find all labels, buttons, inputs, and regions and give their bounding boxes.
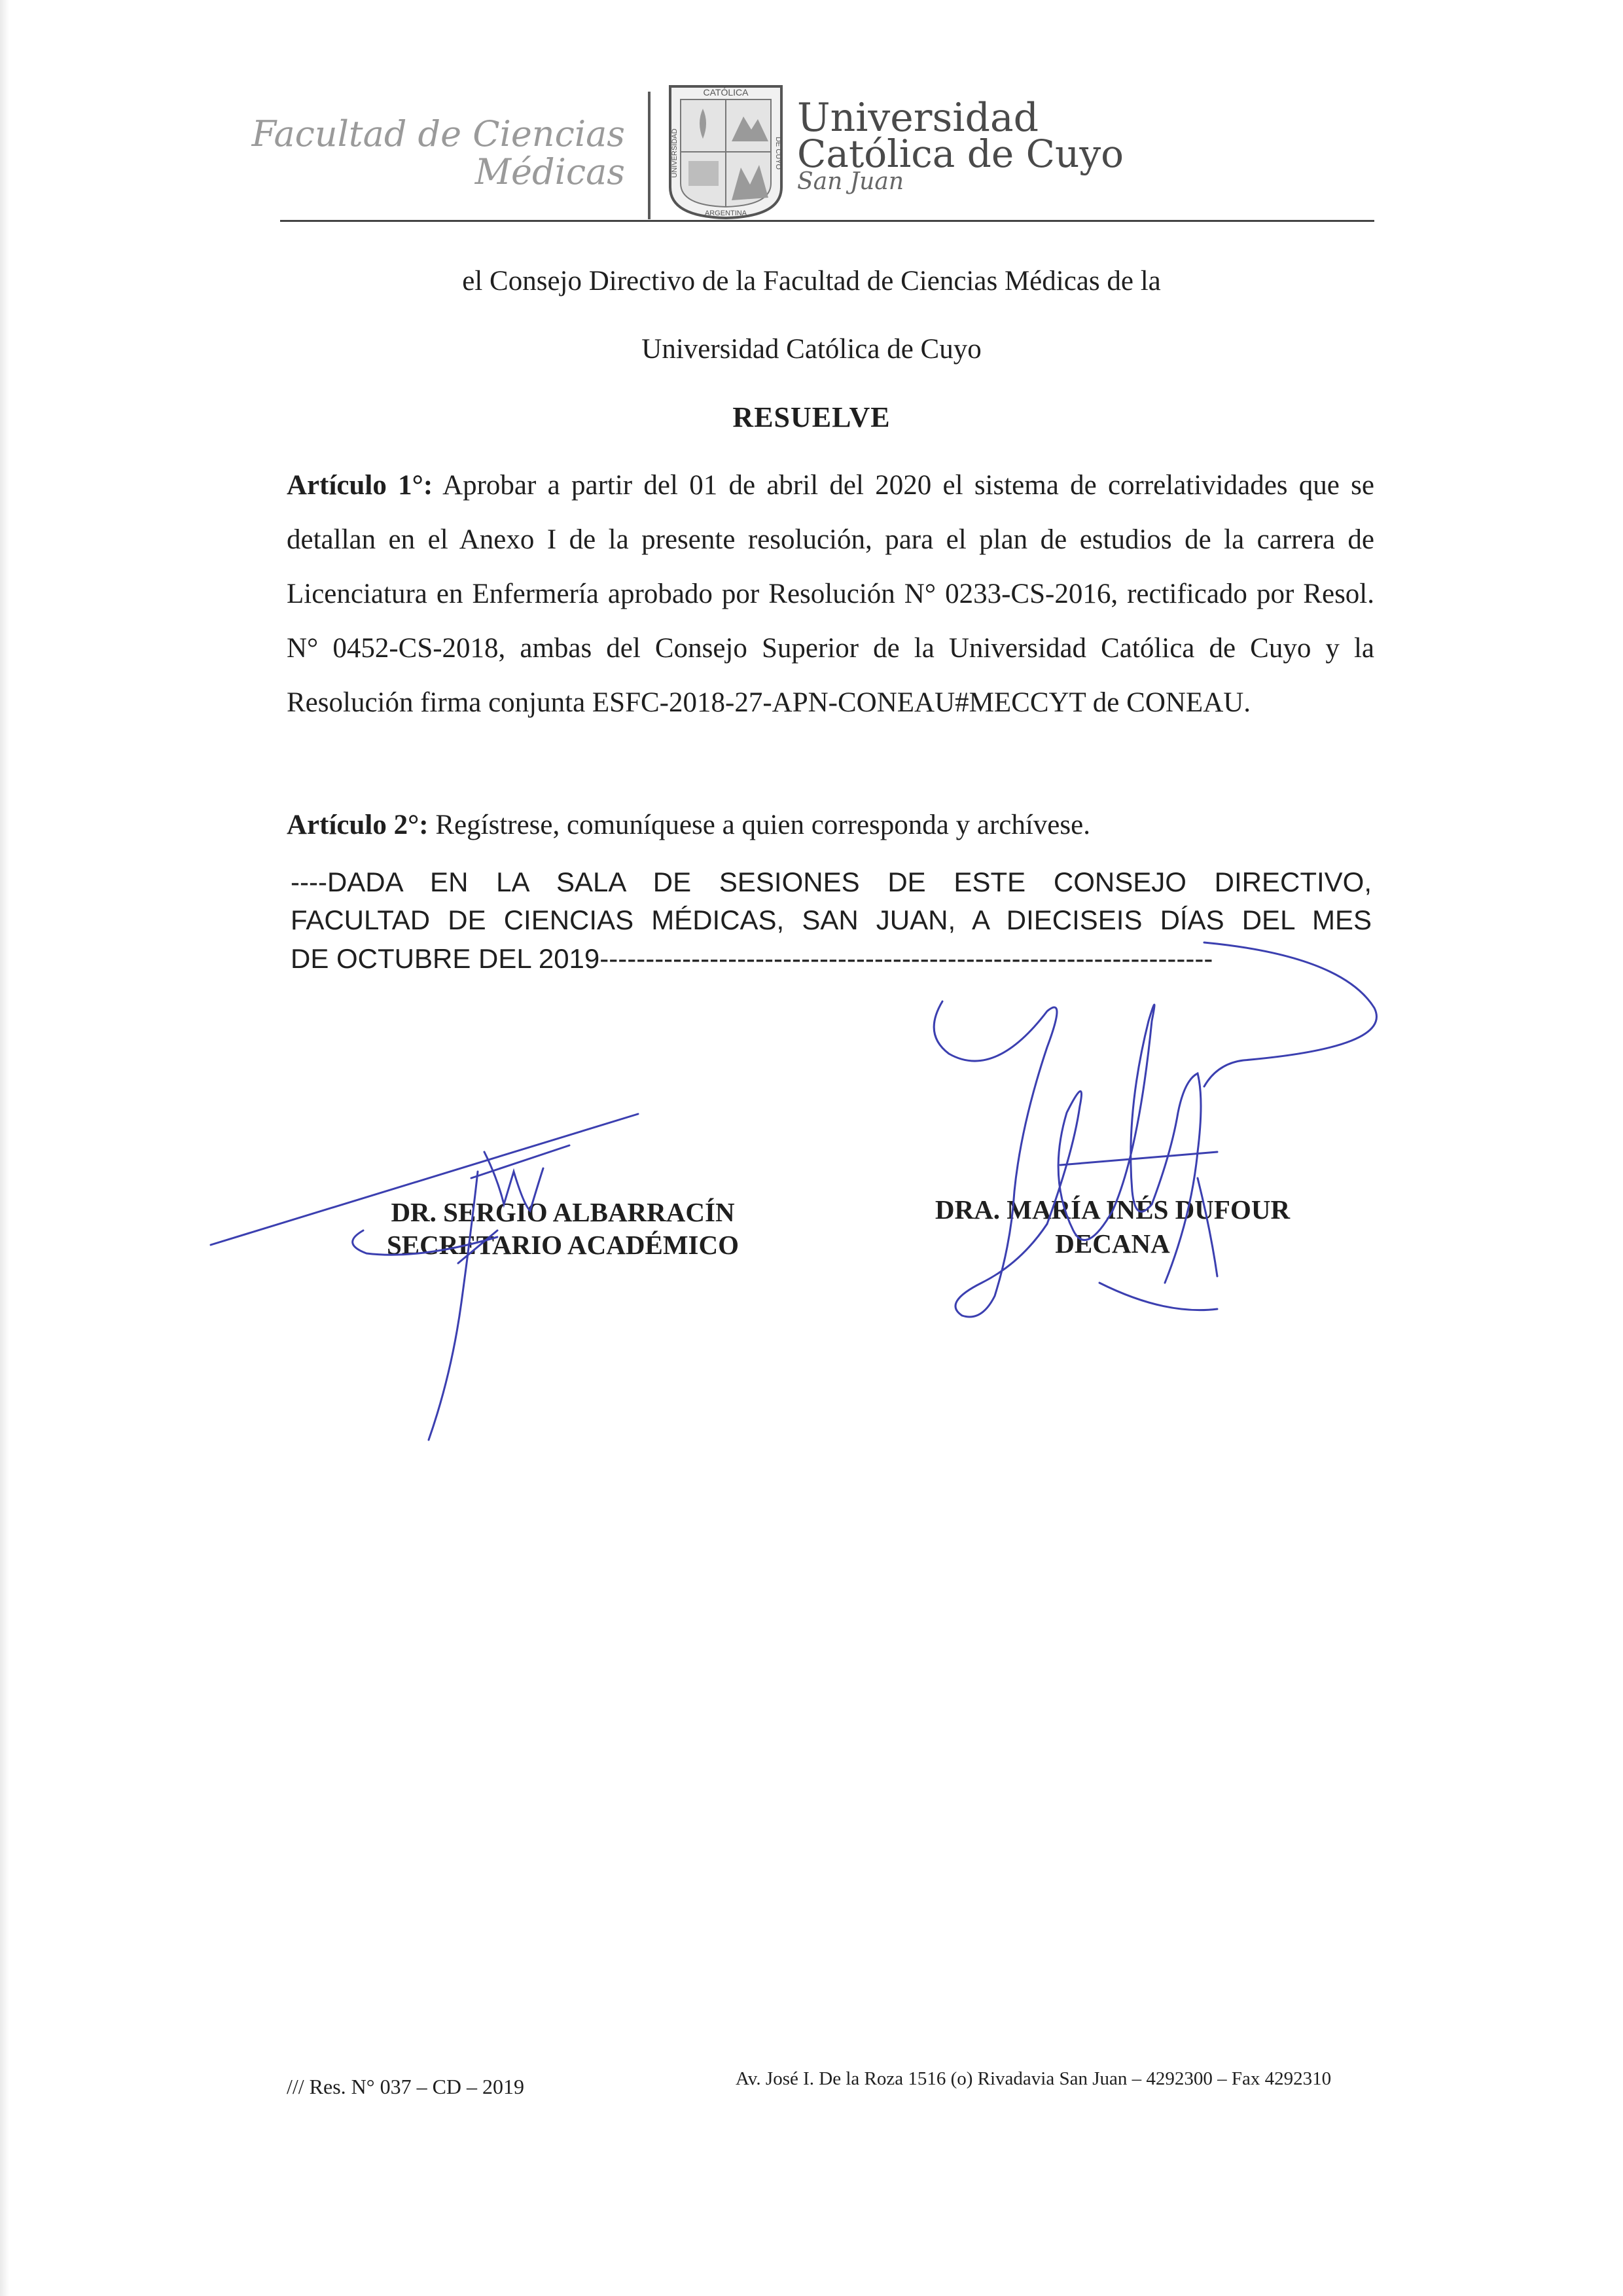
resolve-heading: RESUELVE (732, 401, 891, 433)
intro-line-1: el Consejo Directivo de la Facultad de Ciencias Médicas de la (462, 266, 1161, 296)
institution-address: Av. José I. De la Roza 1516 (o) Rivadavia San Juan – 4292300 – Fax 4292310 (736, 2068, 1332, 2089)
seal-text-bottom: ARGENTINA (704, 209, 747, 217)
resolution-reference: /// Res. N° 037 – CD – 2019 (287, 2075, 525, 2098)
university-city: San Juan (797, 168, 904, 195)
university-name-line2: Católica de Cuyo (797, 132, 1124, 176)
dean-title: DECANA (1055, 1229, 1170, 1259)
article-2 (287, 798, 1374, 852)
seal-text-top: CATÓLICA (703, 87, 749, 98)
university-name-line1: Universidad (797, 95, 1039, 141)
article-1 (287, 458, 1374, 730)
article-1-text: Aprobar a partir del 01 de abril del 2020 el sistema de correlatividades que se detallan en el Anexo I de la presente resolución, para el plan de estudios de la carrera de Licenciatura en Enfermería aprobado por Resolución N° 0233-CS-2016, rectificado por Resol. N° 0452-CS-2018, ambas del Consejo Superior de la Universidad Católica de Cuyo y la Resolución firma conjunta ESFC-2018-27-APN-CONEAU#MECCYT de CONEAU. (287, 470, 1374, 718)
article-2-text: Regístrese, comuníquese a quien corresponda y archívese. (428, 810, 1090, 840)
secretary-title: SECRETARIO ACADÉMICO (386, 1230, 739, 1260)
closing-line-2: FACULTAD DE CIENCIAS MÉDICAS, SAN JUAN, A DIECISEIS DÍAS DEL MES (291, 905, 1372, 935)
header-divider (648, 92, 651, 219)
dean-signature (934, 942, 1376, 1317)
seal-text-left: UNIVERSIDAD (671, 128, 679, 178)
article-2-label: Artículo 2°: (287, 810, 429, 840)
closing-line-1: ----DADA EN LA SALA DE SESIONES DE ESTE CONSEJO DIRECTIVO, (291, 867, 1372, 897)
closing-line-3: DE OCTUBRE DEL 2019------------------------------------------------------------------- (291, 945, 1213, 973)
dean-name: DRA. MARÍA INÉS DUFOUR (935, 1194, 1291, 1225)
intro-line-2: Universidad Católica de Cuyo (641, 334, 982, 365)
header-rule (280, 220, 1374, 222)
faculty-name-line2: Médicas (474, 151, 625, 192)
secretary-signature (211, 1114, 638, 1440)
seal-text-right: DE CUYO (774, 136, 782, 170)
secretary-name: DR. SERGIO ALBARRACÍN (391, 1197, 735, 1227)
university-seal-logo (666, 82, 785, 220)
faculty-name-line1: Facultad de Ciencias (251, 113, 625, 154)
article-1-label: Artículo 1°: (287, 470, 433, 501)
